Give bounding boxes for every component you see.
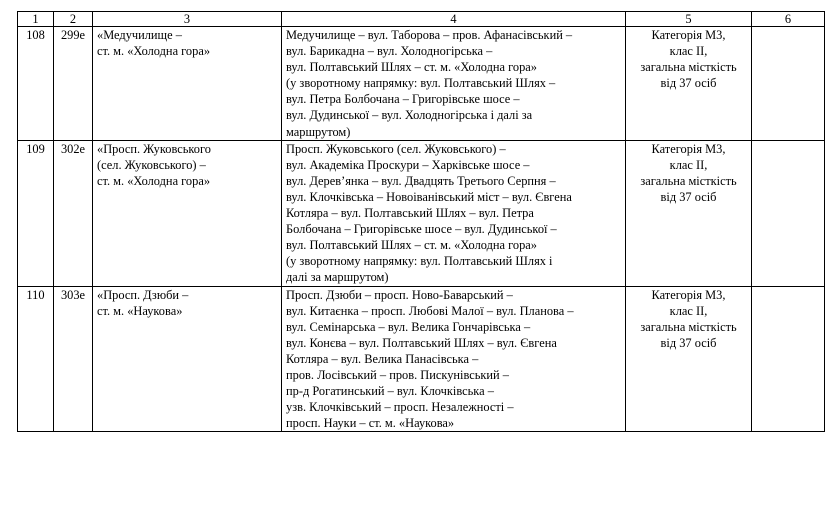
path-line: (у зворотному напрямку: вул. Полтавський Шлях –	[286, 76, 556, 91]
column-header: 6	[752, 12, 825, 27]
name-line: ст. м. «Холодна гора»	[97, 44, 211, 59]
column-header: 1	[18, 12, 54, 27]
route-path	[282, 140, 626, 286]
vehicle-line: загальна місткість	[640, 173, 737, 188]
table-row	[18, 286, 825, 432]
path-line: узв. Клочківський – просп. Незалежності –	[286, 400, 514, 415]
vehicle-line: клас ІІ,	[669, 303, 708, 318]
route-name	[93, 140, 282, 286]
path-line: Котляра – вул. Полтавський Шлях – вул. Петра	[286, 206, 534, 221]
vehicle-line: від 37 осіб	[660, 189, 717, 204]
name-line: «Просп. Дзюби –	[97, 287, 189, 302]
path-line: Болбочана – Григорівське шосе – вул. Дудинської –	[286, 222, 557, 237]
vehicle-line: клас ІІ,	[669, 44, 708, 59]
route-path	[282, 27, 626, 141]
column-6-cell	[752, 140, 825, 286]
name-line: (сел. Жуковського) –	[97, 157, 206, 172]
vehicle-line: загальна місткість	[640, 319, 737, 334]
route-path	[282, 286, 626, 432]
path-line: Медучилище – вул. Таборова – пров. Афанасівський –	[286, 28, 573, 42]
route-code: 303е	[54, 286, 93, 432]
column-header: 3	[93, 12, 282, 27]
route-number: 110	[18, 286, 54, 432]
vehicle-line: Категорія М3,	[651, 141, 726, 156]
route-code: 299е	[54, 27, 93, 141]
path-line: маршрутом)	[286, 124, 351, 139]
routes-table	[17, 11, 825, 432]
path-line: вул. Академіка Проскури – Харківське шосе –	[286, 157, 530, 172]
path-line: вул. Дерев’янка – вул. Двадцять Третього Серпня –	[286, 173, 556, 188]
column-header: 4	[282, 12, 626, 27]
path-line: вул. Барикадна – вул. Холодногірська –	[286, 44, 493, 59]
route-number: 109	[18, 140, 54, 286]
vehicle-category	[626, 140, 752, 286]
path-line: просп. Науки – ст. м. «Наукова»	[286, 416, 455, 431]
path-line: вул. Петра Болбочана – Григорівське шосе –	[286, 92, 520, 107]
vehicle-line: загальна місткість	[640, 60, 737, 75]
path-line: вул. Конєва – вул. Полтавський Шлях – вул. Євгена	[286, 335, 557, 350]
route-number: 108	[18, 27, 54, 141]
path-line: пр-д Рогатинський – вул. Клочківська –	[286, 384, 494, 399]
path-line: Просп. Жуковського (сел. Жуковського) –	[286, 141, 506, 156]
path-line: далі за маршрутом)	[286, 270, 389, 285]
vehicle-line: Категорія М3,	[651, 287, 726, 302]
table-row	[18, 140, 825, 286]
vehicle-line: клас ІІ,	[669, 157, 708, 172]
path-line: вул. Китаєнка – просп. Любові Малої – вул. Планова –	[286, 303, 574, 318]
column-6-cell	[752, 286, 825, 432]
path-line: Котляра – вул. Велика Панасівська –	[286, 351, 479, 366]
path-line: Просп. Дзюби – просп. Ново-Баварський –	[286, 287, 513, 302]
name-line: ст. м. «Холодна гора»	[97, 173, 211, 188]
path-line: вул. Дудинської – вул. Холодногірська і далі за	[286, 108, 533, 123]
table-row	[18, 27, 825, 141]
path-line: вул. Полтавський Шлях – ст. м. «Холодна гора»	[286, 60, 537, 75]
route-code: 302е	[54, 140, 93, 286]
path-line: вул. Семінарська – вул. Велика Гончарівська –	[286, 319, 531, 334]
column-header: 5	[626, 12, 752, 27]
path-line: вул. Клочківська – Новоіванівський міст – вул. Євгена	[286, 189, 572, 204]
route-name	[93, 27, 282, 141]
vehicle-category	[626, 27, 752, 141]
name-line: «Медучилище –	[97, 28, 182, 42]
vehicle-category	[626, 286, 752, 432]
name-line: «Просп. Жуковського	[97, 141, 211, 156]
column-6-cell	[752, 27, 825, 141]
vehicle-line: від 37 осіб	[660, 335, 717, 350]
path-line: вул. Полтавський Шлях – ст. м. «Холодна гора»	[286, 238, 537, 253]
path-line: (у зворотному напрямку: вул. Полтавський Шлях і	[286, 254, 553, 269]
vehicle-line: від 37 осіб	[660, 76, 717, 91]
route-name	[93, 286, 282, 432]
column-header: 2	[54, 12, 93, 27]
vehicle-line: Категорія М3,	[651, 28, 726, 42]
path-line: пров. Лосівський – пров. Пискунівський –	[286, 367, 509, 382]
name-line: ст. м. «Наукова»	[97, 303, 183, 318]
header-row	[18, 12, 825, 27]
